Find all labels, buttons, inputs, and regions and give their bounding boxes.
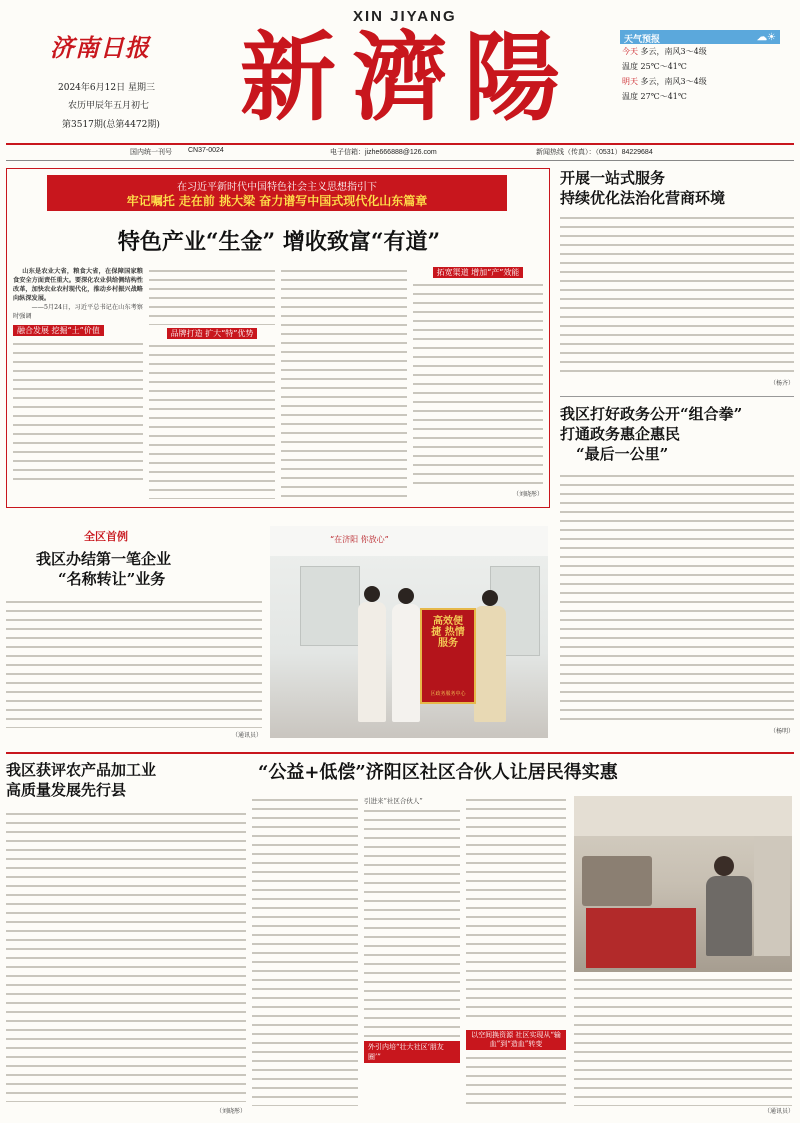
- today-temp-label: 温度: [622, 62, 638, 71]
- mid-rule: [6, 752, 794, 754]
- masthead: [0, 0, 800, 150]
- today-label: 今天: [622, 47, 638, 56]
- bottom-main-col-1: [252, 796, 358, 1106]
- masthead-rule: [6, 143, 794, 145]
- masthead-title: 新濟陽: [240, 21, 576, 134]
- lead-col-4: [413, 267, 543, 499]
- right-top-headline-2: 持续优化法治化营商环境: [560, 189, 726, 207]
- lead-kicker: 在习近平新时代中国特色社会主义思想指引下: [177, 182, 377, 193]
- bottom-sub3: 以空间换资源 社区实现从“输血”到“造血”转变: [466, 1030, 566, 1050]
- bottom-sub2: 外引内培“壮大社区‘朋友圈’”: [364, 1041, 460, 1063]
- banner-sub: 区政务服务中心: [430, 691, 466, 697]
- mid-headline-1: 我区办结第一笔企业: [36, 550, 172, 568]
- tomorrow-condition: 多云，南风3～4级: [640, 77, 707, 86]
- mid-editor: （通讯员）: [232, 732, 263, 739]
- banner-text: 高效便捷 热情服务: [431, 616, 465, 649]
- lead-col-1: 山东是农业大省，粮食大省，在保障国家粮食安全方面责任重大。要深化农业供给侧结构性改革，加快农业农村现代化，推动乡村振兴战略向纵深发展。 ——5月24日，习近平总书记在山东考察时强调 融合发展 挖掘“土”价值: [13, 267, 143, 499]
- mid-kicker: 全区首例: [84, 530, 128, 543]
- mid-story: [6, 516, 550, 740]
- info-bar: [6, 147, 794, 159]
- mid-photo: [270, 526, 548, 738]
- issue-date: 2024年6月12日 星期三: [58, 83, 155, 93]
- lead-headline: 特色产业“生金” 增收致富“有道”: [117, 229, 441, 255]
- today-temp: 25℃～41℃: [640, 62, 687, 71]
- wall-sign: “在济阳 你放心”: [330, 535, 389, 544]
- right-top-headline-1: 开展一站式服务: [560, 169, 666, 187]
- lead-sub2: 品牌打造 扩大“特”优势: [167, 328, 258, 339]
- bottom-left-headline-2: 高质量发展先行县: [6, 781, 127, 799]
- tomorrow-temp-label: 温度: [622, 92, 638, 101]
- tomorrow-temp: 27℃～41℃: [640, 92, 687, 101]
- masthead-pinyin: XIN JIYANG: [353, 8, 457, 25]
- lead-slogan: 牢记嘱托 走在前 挑大梁 奋力谱写中国式现代化山东篇章: [126, 194, 428, 208]
- right-mid-headline-1: 我区打好政务公开“组合拳”: [560, 405, 743, 423]
- lead-sub3: 拓宽渠道 增加“产”效能: [433, 267, 524, 278]
- weather-header: 天气预报 ☁☀: [620, 30, 780, 44]
- right-mid-headline-3: “最后一公里”: [576, 445, 669, 463]
- mid-headline-2: “名称转让”业务: [58, 570, 166, 588]
- tomorrow-label: 明天: [622, 77, 638, 86]
- bottom-main-col-2: [364, 796, 460, 1106]
- bottom-sub1: 引进来“社区合伙人”: [364, 797, 423, 805]
- bottom-left-story: [6, 760, 246, 1116]
- lead-sub1: 融合发展 挖掘“土”价值: [13, 325, 104, 336]
- right-mid-editor: （杨明）: [769, 728, 794, 735]
- mid-body: [6, 598, 262, 728]
- bottom-main-headline: “公益+低偿”济阳区社区合伙人让居民得实惠: [258, 762, 618, 783]
- bottom-main-col-3: [466, 796, 566, 1106]
- lunar-date: 农历甲辰年五月初七: [68, 101, 150, 111]
- right-mid-headline-2: 打通政务惠企惠民: [560, 425, 681, 443]
- email: 电子信箱：jizhe666888@126.com: [330, 149, 437, 156]
- weather-box: [620, 30, 780, 116]
- bottom-left-editor: （刘晓彤）: [215, 1108, 246, 1115]
- cn-label: 国内统一刊号: [130, 149, 172, 156]
- bottom-main-col-4: [574, 976, 792, 1106]
- bottom-left-headline-1: 我区获评农产品加工业: [6, 761, 157, 779]
- right-top-editor: （杨齐）: [769, 380, 794, 387]
- right-top-body: [560, 214, 794, 374]
- lead-editor: （刘晓彤）: [512, 491, 543, 498]
- divider: [560, 396, 794, 397]
- right-mid-story: [560, 404, 794, 734]
- today-condition: 多云，南风3～4级: [640, 47, 707, 56]
- lead-box: [6, 168, 550, 508]
- bottom-main-editor: （通讯员）: [763, 1108, 794, 1115]
- lead-col-2: [149, 267, 275, 499]
- bottom-main-story: [252, 760, 794, 1116]
- cn-value: CN37-0024: [188, 147, 224, 154]
- bottom-photo: [574, 796, 792, 972]
- right-mid-body: [560, 472, 794, 722]
- hotline: 新闻热线（传真）：（0531）84229684: [536, 149, 653, 156]
- paper-small-name: 济南日报: [50, 33, 150, 62]
- bottom-left-body: [6, 810, 246, 1102]
- info-bar-rule: [6, 160, 794, 161]
- cloud-icon: ☁☀: [757, 32, 776, 43]
- right-top-story: [560, 168, 794, 390]
- lead-col-3: [281, 267, 407, 499]
- issue-number: 第3517期(总第4472期): [62, 120, 160, 130]
